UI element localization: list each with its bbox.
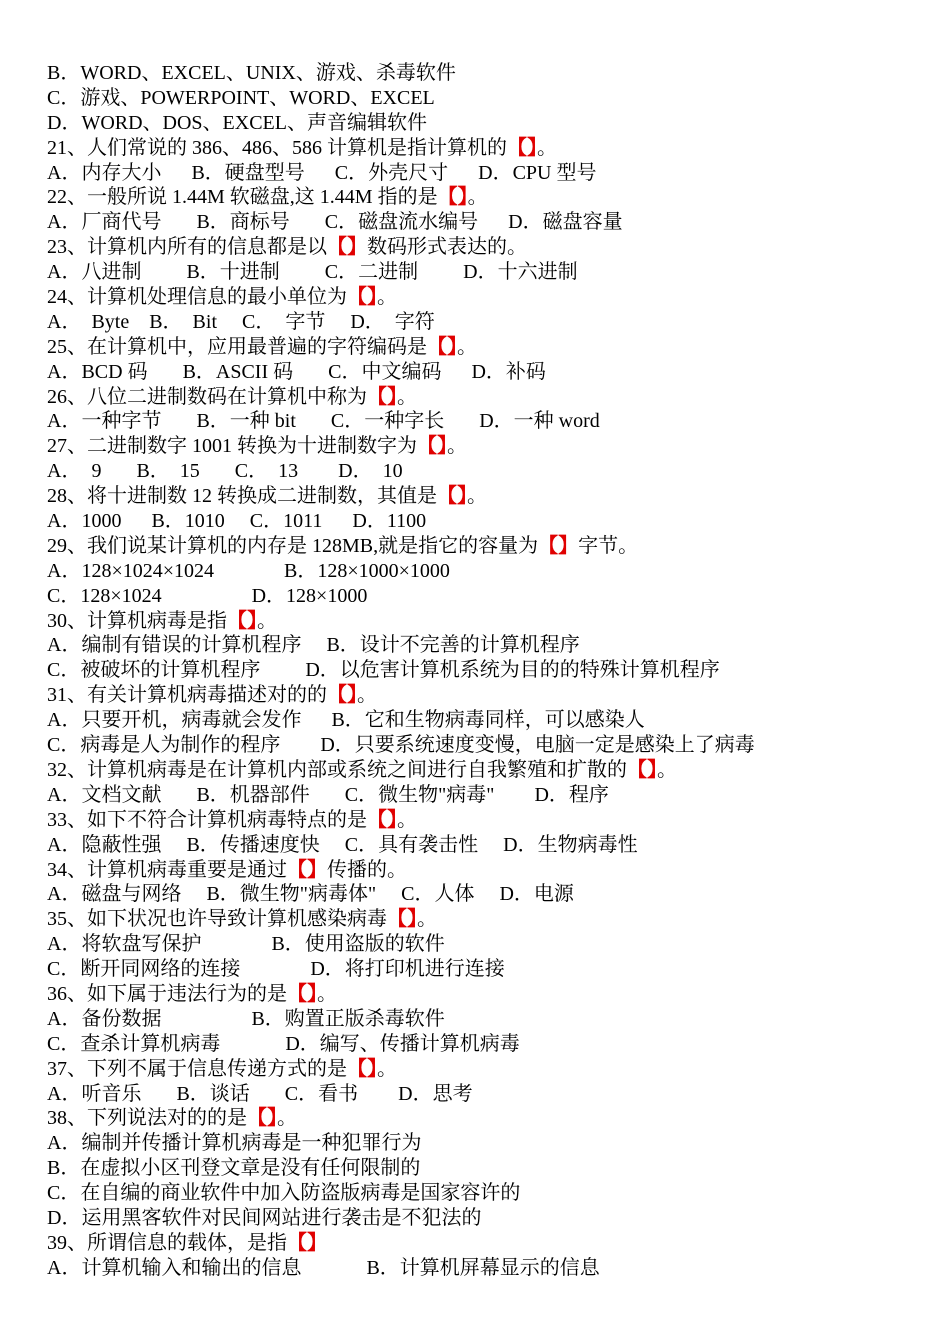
option-line xyxy=(47,733,927,758)
text-segment: 31、有关计算机病毒描述对的的 xyxy=(47,684,327,707)
option-line xyxy=(47,1131,927,1156)
option-line xyxy=(47,409,927,434)
text-segment: 。 xyxy=(467,186,488,209)
question-line xyxy=(47,136,927,161)
question-line xyxy=(47,858,927,883)
answer-bracket: 【】 xyxy=(367,385,397,408)
text-segment: A． 9 B． 15 C． 13 D． 10 xyxy=(47,460,403,483)
text-segment: C．游戏、POWERPOINT、WORD、EXCEL xyxy=(47,86,435,109)
text-segment: 。 xyxy=(457,335,477,358)
text-segment: A．一种字节 B．一种 bit C．一种字长 D．一种 word xyxy=(47,410,600,433)
question-line xyxy=(47,1057,927,1082)
answer-bracket: 【】 xyxy=(437,186,468,209)
question-line xyxy=(47,335,927,360)
text-segment: 。 xyxy=(657,758,677,781)
option-line xyxy=(47,932,927,957)
answer-bracket: 【】 xyxy=(327,236,367,259)
option-line xyxy=(47,633,927,658)
text-segment: 27、二进制数字 1001 转换为十进制数字为 xyxy=(47,435,417,458)
answer-bracket: 【】 xyxy=(627,758,657,781)
answer-bracket: 【】 xyxy=(227,609,257,632)
text-segment: 22、一般所说 1.44M 软磁盘,这 1.44M 指的是 xyxy=(47,186,438,209)
text-segment: 28、将十进制数 12 转换成二进制数，其值是 xyxy=(47,485,437,508)
text-segment: A．听音乐 B．谈话 C．看书 D．思考 xyxy=(47,1082,473,1105)
text-segment: C．查杀计算机病毒 D．编写、传播计算机病毒 xyxy=(47,1032,520,1055)
text-segment: 34、计算机病毒重要是通过 xyxy=(47,858,287,881)
text-segment: 39、所谓信息的载体，是指 xyxy=(47,1231,287,1254)
text-segment: 36、如下属于违法行为的是 xyxy=(47,982,287,1005)
option-line xyxy=(47,1082,927,1107)
text-segment: B．在虚拟小区刊登文章是没有任何限制的 xyxy=(47,1157,421,1180)
option-line xyxy=(47,1032,927,1057)
question-line xyxy=(47,385,927,410)
answer-bracket: 【】 xyxy=(507,136,537,159)
text-segment: A．备份数据 B．购置正版杀毒软件 xyxy=(47,1007,445,1030)
text-segment: A．内存大小 B．硬盘型号 C．外壳尺寸 D．CPU 型号 xyxy=(47,161,597,184)
text-segment: A．将软盘写保护 B．使用盗版的软件 xyxy=(47,933,445,956)
text-segment: B．WORD、EXCEL、UNIX、游戏、杀毒软件 xyxy=(47,62,456,84)
text-segment: 。 xyxy=(397,385,417,408)
answer-bracket: 【】 xyxy=(427,335,457,358)
text-segment: 。 xyxy=(257,609,277,632)
question-line xyxy=(47,534,927,559)
text-segment: A．128×1024×1024 B．128×1000×1000 xyxy=(47,559,450,582)
option-line xyxy=(47,161,927,186)
text-segment: 。 xyxy=(447,435,467,458)
text-segment: A．隐蔽性强 B．传播速度快 C．具有袭击性 D．生物病毒性 xyxy=(47,833,638,856)
option-line xyxy=(47,1256,927,1281)
text-segment: C．在自编的商业软件中加入防盗版病毒是国家容许的 xyxy=(47,1182,521,1205)
option-line xyxy=(47,658,927,683)
text-segment: A．BCD 码 B．ASCII 码 C．中文编码 D．补码 xyxy=(47,360,546,383)
question-line xyxy=(47,683,927,708)
question-line xyxy=(47,758,927,783)
text-segment: 30、计算机病毒是指 xyxy=(47,609,227,632)
text-segment: 26、八位二进制数码在计算机中称为 xyxy=(47,385,367,408)
text-segment: A．1000 B．1010 C．1011 D．1100 xyxy=(47,510,427,533)
text-segment: 。 xyxy=(357,684,377,707)
text-segment: 字节。 xyxy=(578,534,639,557)
text-segment: A．文档文献 B．机器部件 C．微生物"病毒" D．程序 xyxy=(47,783,609,806)
answer-bracket: 【】 xyxy=(387,908,417,931)
question-line xyxy=(47,609,927,634)
text-segment: 24、计算机处理信息的最小单位为 xyxy=(47,286,347,309)
option-line xyxy=(47,61,927,86)
question-line xyxy=(47,285,927,310)
text-segment: 。 xyxy=(277,1107,297,1130)
option-line xyxy=(47,708,927,733)
answer-bracket: 【】 xyxy=(347,286,377,309)
option-line xyxy=(47,1007,927,1032)
answer-bracket: 【】 xyxy=(538,534,579,557)
option-line xyxy=(47,957,927,982)
answer-bracket: 【】 xyxy=(347,1057,377,1080)
option-line xyxy=(47,509,927,534)
option-line xyxy=(47,1156,927,1181)
question-line xyxy=(47,185,927,210)
text-segment: 。 xyxy=(377,286,397,309)
text-segment: 。 xyxy=(317,982,337,1005)
answer-bracket: 【】 xyxy=(327,684,357,707)
option-line xyxy=(47,1206,927,1231)
answer-bracket: 【】 xyxy=(247,1107,277,1130)
text-segment: 23、计算机内所有的信息都是以 xyxy=(47,236,327,259)
text-segment: 数码形式表达的。 xyxy=(367,236,527,259)
text-segment: C．病毒是人为制作的程序 D．只要系统速度变慢，电脑一定是感染上了病毒 xyxy=(47,734,755,757)
text-segment: 。 xyxy=(397,808,417,831)
answer-bracket: 【】 xyxy=(287,858,327,881)
question-line xyxy=(47,808,927,833)
option-line xyxy=(47,459,927,484)
option-line xyxy=(47,210,927,235)
text-segment: 传播的。 xyxy=(327,858,407,881)
question-line xyxy=(47,1106,927,1131)
option-line xyxy=(47,360,927,385)
text-segment: 21、人们常说的 386、486、586 计算机是指计算机的 xyxy=(47,136,507,159)
question-line xyxy=(47,235,927,260)
text-segment: D．运用黑客软件对民间网站进行袭击是不犯法的 xyxy=(47,1206,482,1229)
answer-bracket: 【】 xyxy=(417,435,447,458)
text-segment: 32、计算机病毒是在计算机内部或系统之间进行自我繁殖和扩散的 xyxy=(47,758,627,781)
text-segment: A．八进制 B．十进制 C．二进制 D．十六进制 xyxy=(47,261,578,284)
text-segment: 37、下列不属于信息传递方式的是 xyxy=(47,1057,347,1080)
option-line xyxy=(47,310,927,335)
text-segment: A．计算机输入和输出的信息 B．计算机屏幕显示的信息 xyxy=(47,1256,600,1279)
question-line xyxy=(47,484,927,509)
text-segment: 25、在计算机中，应用最普遍的字符编码是 xyxy=(47,335,427,358)
text-segment: 。 xyxy=(417,908,437,931)
question-line xyxy=(47,982,927,1007)
text-segment: A．磁盘与网络 B．微生物"病毒体" C．人体 D．电源 xyxy=(47,883,574,906)
option-line xyxy=(47,260,927,285)
option-line xyxy=(47,1181,927,1206)
text-segment: 。 xyxy=(377,1057,397,1080)
text-segment: 。 xyxy=(537,136,557,159)
option-line xyxy=(47,833,927,858)
answer-bracket: 【】 xyxy=(367,808,397,831)
question-line xyxy=(47,907,927,932)
question-line xyxy=(47,1231,927,1256)
text-segment: C．128×1024 D．128×1000 xyxy=(47,584,368,607)
option-line xyxy=(47,584,927,609)
text-segment: C．断开同网络的连接 D．将打印机进行连接 xyxy=(47,958,505,981)
text-segment: 33、如下不符合计算机病毒特点的是 xyxy=(47,808,367,831)
answer-bracket: 【】 xyxy=(287,1231,327,1254)
answer-bracket: 【】 xyxy=(437,485,467,508)
option-line xyxy=(47,111,927,136)
text-segment: D．WORD、DOS、EXCEL、声音编辑软件 xyxy=(47,111,427,134)
option-line xyxy=(47,559,927,584)
text-segment: 38、下列说法对的的是 xyxy=(47,1107,247,1130)
text-segment: 29、我们说某计算机的内存是 128MB,就是指它的容量为 xyxy=(47,534,539,557)
question-line xyxy=(47,434,927,459)
text-segment: A．只要开机，病毒就会发作 B．它和生物病毒同样，可以感染人 xyxy=(47,709,645,732)
text-segment: A．编制并传播计算机病毒是一种犯罪行为 xyxy=(47,1132,422,1155)
option-line xyxy=(47,86,927,111)
text-segment: 。 xyxy=(467,485,487,508)
text-segment: 35、如下状况也许导致计算机感染病毒 xyxy=(47,908,387,931)
answer-bracket: 【】 xyxy=(287,982,317,1005)
document-body xyxy=(47,61,927,1281)
option-line xyxy=(47,882,927,907)
option-line xyxy=(47,783,927,808)
text-segment: A．编制有错误的计算机程序 B．设计不完善的计算机程序 xyxy=(47,634,580,657)
text-segment: A．厂商代号 B．商标号 C．磁盘流水编号 D．磁盘容量 xyxy=(47,211,623,234)
text-segment: A． Byte B． Bit C． 字节 D． 字符 xyxy=(47,310,435,333)
text-segment: C．被破坏的计算机程序 D．以危害计算机系统为目的的特殊计算机程序 xyxy=(47,659,720,682)
